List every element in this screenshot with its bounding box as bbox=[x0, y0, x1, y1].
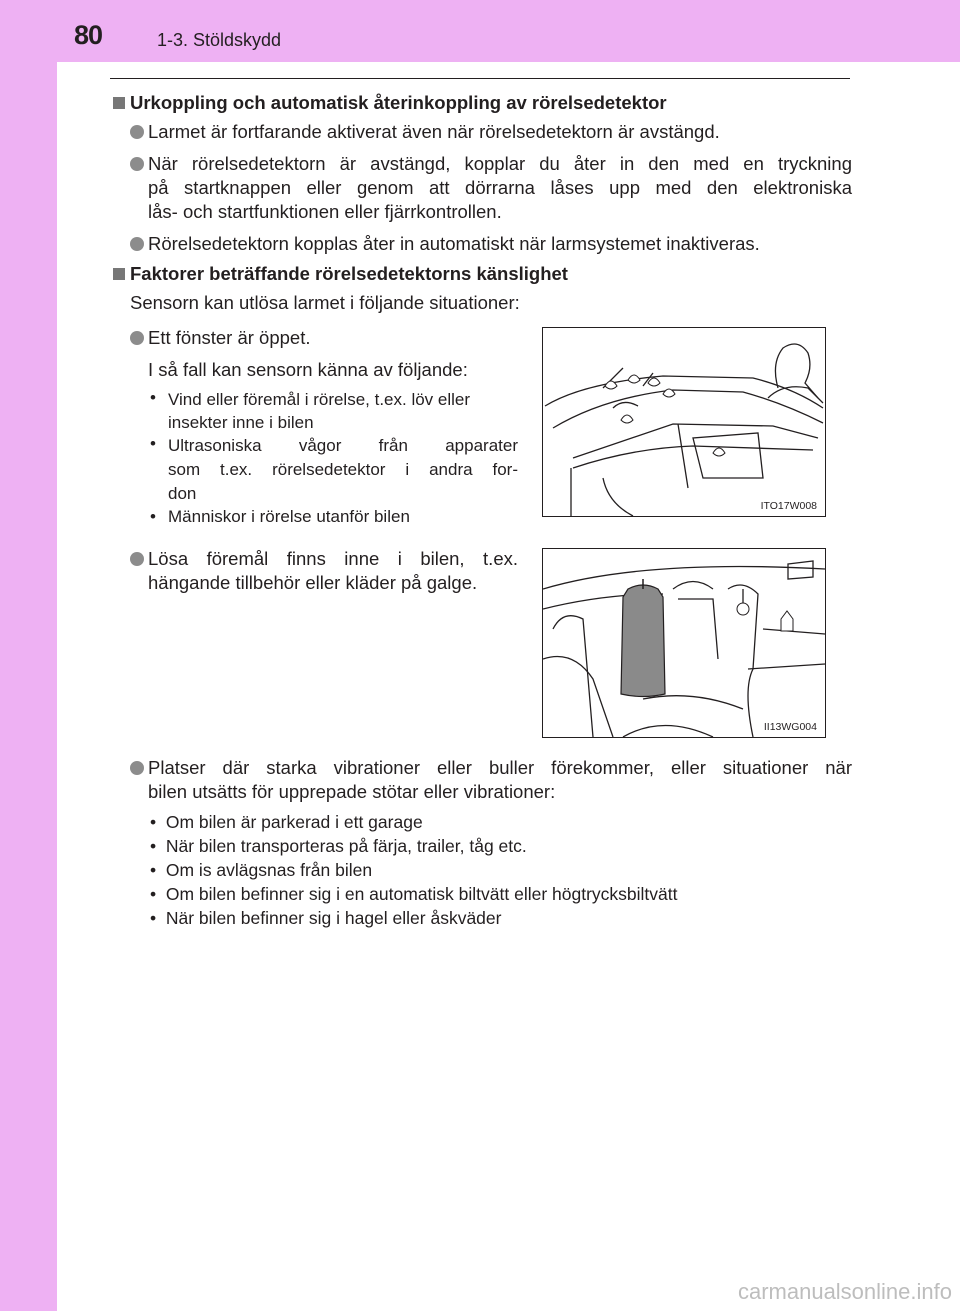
car-interior-illustration-icon bbox=[543, 549, 825, 737]
sidebar-tab bbox=[0, 0, 57, 1311]
vibration-item bbox=[150, 906, 678, 930]
square-bullet-icon bbox=[113, 268, 125, 280]
section1-bullet-2-line-1: När rörelsedetektorn är avstängd, kopplar du åter in den med en tryckning bbox=[148, 153, 852, 174]
loose-objects-text bbox=[148, 547, 518, 595]
section1-bullet-2-line-3: lås- och startfunktionen eller fjärrkontrollen. bbox=[148, 201, 502, 222]
section-title: 1-3. Stöldskydd bbox=[157, 30, 282, 50]
window-item-1 bbox=[168, 388, 518, 434]
vibration-list bbox=[150, 810, 678, 930]
dot-bullet: • bbox=[150, 860, 157, 880]
section2-intro: Sensorn kan utlösa larmet i följande situationer: bbox=[130, 292, 520, 313]
section1-heading: Urkoppling och automatisk återinkoppling av rörelsedetektor bbox=[130, 92, 667, 113]
section2-heading: Faktorer beträffande rörelsedetektorns känslighet bbox=[130, 263, 568, 284]
watermark: carmanualsonline.info bbox=[737, 1279, 952, 1304]
section1-bullet-1: Larmet är fortfarande aktiverat även när rörelsedetektorn är avstängd. bbox=[148, 121, 720, 142]
dot-bullet: • bbox=[150, 836, 157, 856]
vibration-item bbox=[150, 834, 678, 858]
vibration-item bbox=[150, 858, 678, 882]
window-sub-text: I så fall kan sensorn känna av följande: bbox=[148, 359, 468, 380]
figure-1-label: ITO17W008 bbox=[760, 500, 817, 512]
bullet-icon bbox=[130, 331, 144, 345]
vibration-item-text: När bilen transporteras på färja, trailer, tåg etc. bbox=[165, 836, 527, 856]
vibration-item-text: Om bilen är parkerad i ett garage bbox=[165, 812, 423, 832]
window-item-3: Människor i rörelse utanför bilen bbox=[168, 507, 410, 526]
car-window-illustration-icon bbox=[543, 328, 825, 516]
window-open-text: Ett fönster är öppet. bbox=[148, 327, 311, 348]
figure-hanging-items bbox=[542, 548, 826, 738]
figure-2-label: II13WG004 bbox=[763, 721, 817, 733]
loose-objects-line-1: Lösa föremål finns inne i bilen, t.ex. bbox=[148, 548, 518, 569]
window-item-1-line-1: Vind eller föremål i rörelse, t.ex. löv eller bbox=[168, 390, 471, 409]
bullet-icon bbox=[130, 237, 144, 251]
header-rule bbox=[110, 78, 850, 79]
window-item-2-line-2: som t.ex. rörelsedetektor i andra for- bbox=[168, 460, 518, 479]
vibration-item-text: När bilen befinner sig i hagel eller åskväder bbox=[165, 908, 502, 928]
vibration-item bbox=[150, 810, 678, 834]
vibrations-line-1: Platser där starka vibrationer eller buller förekommer, eller situationer när bbox=[148, 757, 852, 778]
window-item-2 bbox=[168, 434, 518, 506]
dot-bullet: • bbox=[150, 812, 157, 832]
figure-car-open-window bbox=[542, 327, 826, 517]
page-number: 80 bbox=[74, 20, 103, 50]
header-band bbox=[0, 0, 960, 62]
vibration-item-text: Om is avlägsnas från bilen bbox=[165, 860, 373, 880]
bullet-icon bbox=[130, 552, 144, 566]
bullet-icon bbox=[130, 157, 144, 171]
loose-objects-line-2: hängande tillbehör eller kläder på galge. bbox=[148, 572, 478, 593]
dot-bullet: • bbox=[150, 507, 156, 526]
section1-bullet-2 bbox=[148, 152, 852, 224]
dot-bullet: • bbox=[150, 908, 157, 928]
dot-bullet: • bbox=[150, 388, 156, 407]
square-bullet-icon bbox=[113, 97, 125, 109]
dot-bullet: • bbox=[150, 884, 157, 904]
section1-bullet-2-line-2: på startknappen eller genom att dörrarna låses upp med den elektroniska bbox=[148, 177, 852, 198]
window-item-2-line-1: Ultrasoniska vågor från apparater bbox=[168, 436, 518, 455]
window-item-2-line-3: don bbox=[168, 484, 197, 503]
vibration-item bbox=[150, 882, 678, 906]
window-item-1-line-2: insekter inne i bilen bbox=[168, 413, 314, 432]
vibration-item-text: Om bilen befinner sig i en automatisk biltvätt eller högtrycksbiltvätt bbox=[165, 884, 678, 904]
dot-bullet: • bbox=[150, 434, 156, 453]
bullet-icon bbox=[130, 761, 144, 775]
vibrations-line-2: bilen utsätts för upprepade stötar eller vibrationer: bbox=[148, 781, 556, 802]
vibrations-text bbox=[148, 756, 852, 804]
section1-bullet-3: Rörelsedetektorn kopplas åter in automatiskt när larmsystemet inaktiveras. bbox=[148, 233, 760, 254]
bullet-icon bbox=[130, 125, 144, 139]
